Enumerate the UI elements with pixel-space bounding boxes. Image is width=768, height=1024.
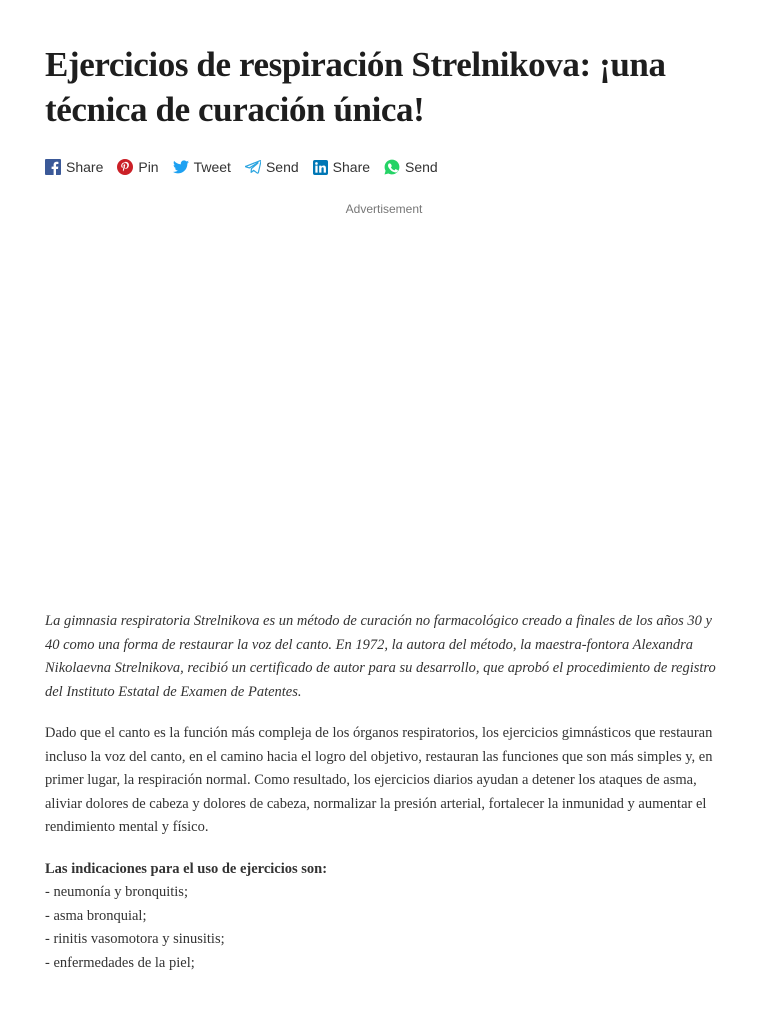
article-intro: La gimnasia respiratoria Strelnikova es un método de curación no farmacológico creado a finales de los años 30 y 40 como una forma de restaurar la voz del canto. En 1972, la autora del método, la maestra-fontora Alexandra Nikolaevna Strelnikova, recibió un certificado de autor para su desarrollo, que aprobó el procedimiento de registro del Instituto Estatal de Examen de Patentes. xyxy=(45,613,716,700)
article-paragraph: Dado que el canto es la función más compleja de los órganos respiratorios, los ejercicios gimnásticos que restauran incluso la voz del canto, en el camino hacia el logro del objetivo, restauran las funciones que son más simples y, en primer lugar, la respiración normal. Como resultado, los ejercicios diarios ayudan a detener los ataques de asma, aliviar dolores de cabeza y dolores de cabeza, normalizar la presión arterial, fortalecer la inmunidad y aumentar el rendimiento mental y físico. xyxy=(45,725,713,835)
share-telegram-button[interactable] xyxy=(245,159,299,175)
share-whatsapp-button[interactable] xyxy=(384,159,438,175)
advertisement-label: Advertisement xyxy=(345,202,423,216)
share-pinterest-button[interactable] xyxy=(117,159,158,175)
article-title: Ejercicios de respiración Strelnikova: ¡una técnica de curación única! xyxy=(45,45,666,129)
share-twitter-button[interactable] xyxy=(173,159,231,175)
share-bar xyxy=(45,156,452,178)
twitter-icon xyxy=(173,160,189,174)
whatsapp-icon xyxy=(384,159,400,175)
article-body xyxy=(45,610,725,975)
share-facebook-button[interactable] xyxy=(45,159,103,175)
share-twitter-label: Tweet xyxy=(193,159,231,175)
telegram-icon xyxy=(245,160,261,174)
list-item: - neumonía y bronquitis; xyxy=(45,884,188,900)
list-item: - rinitis vasomotora y sinusitis; xyxy=(45,931,225,947)
indications-list xyxy=(45,858,725,976)
advertisement-slot[interactable] xyxy=(45,222,723,592)
facebook-icon xyxy=(45,159,61,175)
pinterest-icon xyxy=(117,159,133,175)
share-linkedin-button[interactable] xyxy=(313,159,370,175)
share-telegram-label: Send xyxy=(265,159,299,175)
share-whatsapp-label: Send xyxy=(405,159,438,175)
linkedin-icon xyxy=(313,160,328,175)
share-linkedin-label: Share xyxy=(332,159,371,175)
list-item: - enfermedades de la piel; xyxy=(45,954,195,971)
share-pinterest-label: Pin xyxy=(138,159,159,175)
indications-heading: Las indicaciones para el uso de ejercicios son: xyxy=(45,860,328,877)
share-facebook-label: Share xyxy=(66,159,104,175)
list-item: - asma bronquial; xyxy=(45,907,147,924)
